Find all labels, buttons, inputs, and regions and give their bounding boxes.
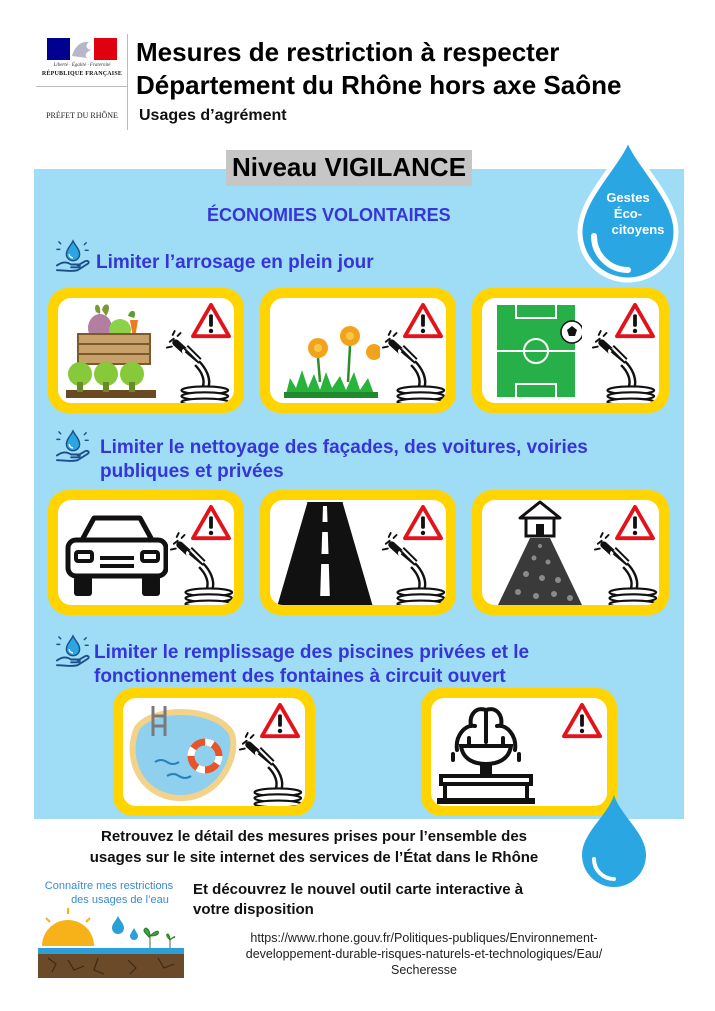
- card-flower-bed: [260, 288, 456, 413]
- section-pools-title-line2: fonctionnement des fontaines à circuit ouvert: [94, 666, 506, 687]
- discover-text-line1: Et découvrez le nouvel outil carte interactive à: [193, 881, 524, 898]
- section-cleaning-title-line2: publiques et privées: [100, 461, 284, 482]
- hand-water-icon: [55, 239, 91, 273]
- card-swimming-pool: [113, 688, 315, 816]
- fountain-icon: [431, 698, 541, 806]
- hose-icon: [164, 328, 232, 403]
- economies-heading: ÉCONOMIES VOLONTAIRES: [207, 205, 451, 225]
- road-icon: [270, 500, 380, 605]
- hose-icon: [380, 530, 446, 605]
- card-car-washing: [48, 490, 244, 615]
- card-vegetable-garden: [48, 288, 244, 413]
- badge-line2: Éco-: [613, 206, 643, 221]
- house-path-icon: [482, 500, 592, 605]
- hand-water-icon: [55, 634, 91, 668]
- badge-line1: Gestes: [606, 190, 650, 205]
- hose-icon: [237, 730, 305, 806]
- footer-text-line2: usages sur le site internet des services de l’État dans le Rhône: [89, 849, 539, 866]
- vegetables-icon: [58, 298, 158, 403]
- drought-illustration-icon[interactable]: [38, 908, 184, 978]
- card-facade-cleaning: [472, 490, 669, 615]
- alert-level: Niveau VIGILANCE: [226, 150, 472, 186]
- hand-water-icon: [55, 429, 91, 463]
- tool-title-line2[interactable]: des usages de l’eau: [71, 894, 169, 906]
- section-watering-title: Limiter l’arrosage en plein jour: [96, 252, 374, 273]
- page-title-line2: Département du Rhône hors axe Saône: [136, 70, 622, 100]
- tool-title-line1[interactable]: Connaître mes restrictions: [44, 880, 174, 892]
- hose-icon: [590, 328, 658, 403]
- website-link-line2[interactable]: developpement-durable-risques-naturels-et-technologiques/Eau/: [245, 947, 603, 961]
- footer-text-line1: Retrouvez le détail des mesures prises pour l’ensemble des: [101, 828, 527, 845]
- pool-icon: [123, 698, 243, 806]
- prefecture-logo: [36, 34, 128, 130]
- hose-icon: [380, 328, 446, 403]
- card-road-cleaning: [260, 490, 456, 615]
- page-subtitle: Usages d’agrément: [139, 107, 287, 124]
- hose-icon: [168, 530, 234, 605]
- page-title-line1: Mesures de restriction à respecter: [136, 37, 560, 67]
- hose-icon: [592, 530, 659, 605]
- website-link-line3[interactable]: Secheresse: [390, 963, 457, 977]
- section-pools-title-line1: Limiter le remplissage des piscines privées et le: [94, 642, 530, 663]
- car-icon: [58, 500, 168, 605]
- logo-motto: Liberté · Égalité · Fraternité: [53, 63, 111, 68]
- logo-divider: [36, 86, 128, 87]
- logo-prefecture: PRÉFET DU RHÔNE: [46, 111, 118, 120]
- card-sports-field: [472, 288, 669, 413]
- section-cleaning-title-line1: Limiter le nettoyage des façades, des voitures, voiries: [100, 437, 588, 458]
- badge-line3: citoyens: [611, 222, 665, 237]
- logo-republic: RÉPUBLIQUE FRANÇAISE: [41, 71, 123, 77]
- website-link-line1[interactable]: https://www.rhone.gouv.fr/Politiques-publiques/Environnement-: [250, 931, 598, 945]
- football-pitch-icon: [482, 298, 582, 403]
- marianne-logo-icon: [47, 38, 117, 60]
- flowers-icon: [270, 298, 380, 403]
- warning-icon: [561, 702, 603, 740]
- discover-text-line2: votre disposition: [193, 901, 314, 918]
